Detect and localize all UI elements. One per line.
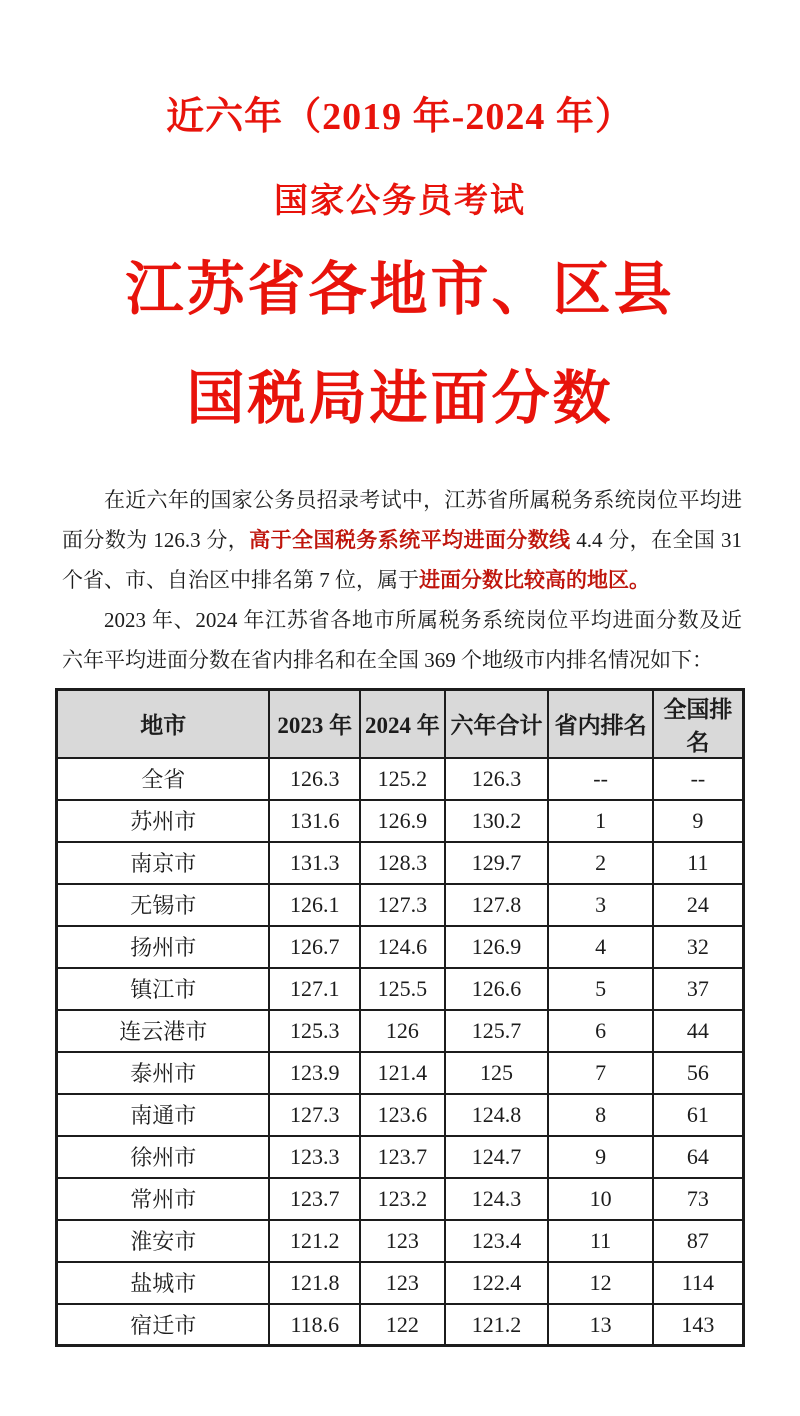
main-title-line-2: 国税局进面分数 xyxy=(186,366,614,432)
header-province-rank: 省内排名 xyxy=(548,689,652,758)
value-cell: 124.3 xyxy=(445,1178,549,1220)
city-cell: 南京市 xyxy=(57,842,270,884)
table-row xyxy=(57,884,744,926)
value-cell: 131.3 xyxy=(269,842,360,884)
city-cell: 苏州市 xyxy=(57,800,270,842)
paragraph-1-highlight-a: 高于全国税务系统平均进面分数线 xyxy=(249,527,571,552)
table-row xyxy=(57,1052,744,1094)
paragraph-1-text-a: 在近六年的国家公务员招录考试中，江苏省所属税务系统岗位平均进面分数为 126.3 分， xyxy=(62,487,742,552)
value-cell: 125.2 xyxy=(360,758,445,800)
city-cell: 宿迁市 xyxy=(57,1304,270,1346)
subtitle-years: 近六年（2019 年-2024 年） xyxy=(166,96,634,138)
value-cell: 122 xyxy=(360,1304,445,1346)
intro-paragraph-2: 2023 年、2024 年江苏省各地市所属税务系统岗位平均进面分数及近六年平均进面分数在省内排名和在全国 369 个地级市内排名情况如下： xyxy=(62,607,742,672)
value-cell: -- xyxy=(653,758,744,800)
table-row xyxy=(57,758,744,800)
value-cell: 124.7 xyxy=(445,1136,549,1178)
value-cell: 126 xyxy=(360,1010,445,1052)
value-cell: 123.7 xyxy=(269,1178,360,1220)
score-table xyxy=(55,688,745,1348)
subtitle-exam: 国家公务员考试 xyxy=(274,182,526,220)
value-cell: 4 xyxy=(548,926,652,968)
table-row xyxy=(57,968,744,1010)
value-cell: 126.3 xyxy=(445,758,549,800)
value-cell: 123 xyxy=(360,1220,445,1262)
value-cell: 123.2 xyxy=(360,1178,445,1220)
value-cell: 124.6 xyxy=(360,926,445,968)
table-header-row xyxy=(57,689,744,758)
table-row xyxy=(57,1094,744,1136)
value-cell: 126.9 xyxy=(360,800,445,842)
value-cell: 114 xyxy=(653,1262,744,1304)
value-cell: 6 xyxy=(548,1010,652,1052)
value-cell: 9 xyxy=(653,800,744,842)
value-cell: 124.8 xyxy=(445,1094,549,1136)
value-cell: 123.3 xyxy=(269,1136,360,1178)
value-cell: 128.3 xyxy=(360,842,445,884)
value-cell: 121.2 xyxy=(269,1220,360,1262)
value-cell: 125 xyxy=(445,1052,549,1094)
value-cell: 13 xyxy=(548,1304,652,1346)
value-cell: 3 xyxy=(548,884,652,926)
value-cell: 56 xyxy=(653,1052,744,1094)
city-cell: 全省 xyxy=(57,758,270,800)
value-cell: 126.6 xyxy=(445,968,549,1010)
value-cell: 130.2 xyxy=(445,800,549,842)
city-cell: 淮安市 xyxy=(57,1220,270,1262)
value-cell: 127.8 xyxy=(445,884,549,926)
header-2024: 2024 年 xyxy=(360,689,445,758)
city-cell: 泰州市 xyxy=(57,1052,270,1094)
value-cell: 118.6 xyxy=(269,1304,360,1346)
intro-section xyxy=(0,474,800,680)
header-national-rank: 全国排名 xyxy=(653,689,744,758)
value-cell: 32 xyxy=(653,926,744,968)
value-cell: 125.3 xyxy=(269,1010,360,1052)
intro-paragraph-1 xyxy=(62,480,742,600)
city-cell: 无锡市 xyxy=(57,884,270,926)
value-cell: 126.1 xyxy=(269,884,360,926)
value-cell: 10 xyxy=(548,1178,652,1220)
value-cell: 7 xyxy=(548,1052,652,1094)
city-cell: 扬州市 xyxy=(57,926,270,968)
value-cell: 123.6 xyxy=(360,1094,445,1136)
value-cell: 125.5 xyxy=(360,968,445,1010)
value-cell: 123.9 xyxy=(269,1052,360,1094)
value-cell: 61 xyxy=(653,1094,744,1136)
table-row xyxy=(57,1178,744,1220)
score-table-head xyxy=(57,689,744,758)
header-2023: 2023 年 xyxy=(269,689,360,758)
value-cell: 143 xyxy=(653,1304,744,1346)
table-row xyxy=(57,1136,744,1178)
document-header xyxy=(0,96,800,434)
city-cell: 徐州市 xyxy=(57,1136,270,1178)
value-cell: 122.4 xyxy=(445,1262,549,1304)
value-cell: 129.7 xyxy=(445,842,549,884)
value-cell: 87 xyxy=(653,1220,744,1262)
city-cell: 盐城市 xyxy=(57,1262,270,1304)
value-cell: 37 xyxy=(653,968,744,1010)
score-table-body xyxy=(57,758,744,1346)
value-cell: 126.9 xyxy=(445,926,549,968)
value-cell: 9 xyxy=(548,1136,652,1178)
table-row xyxy=(57,800,744,842)
value-cell: 123.4 xyxy=(445,1220,549,1262)
value-cell: 131.6 xyxy=(269,800,360,842)
table-row xyxy=(57,926,744,968)
value-cell: -- xyxy=(548,758,652,800)
value-cell: 121.8 xyxy=(269,1262,360,1304)
table-row xyxy=(57,1262,744,1304)
table-row xyxy=(57,842,744,884)
value-cell: 73 xyxy=(653,1178,744,1220)
city-cell: 镇江市 xyxy=(57,968,270,1010)
table-row xyxy=(57,1010,744,1052)
value-cell: 126.3 xyxy=(269,758,360,800)
score-table-wrapper xyxy=(0,680,800,1348)
value-cell: 2 xyxy=(548,842,652,884)
value-cell: 125.7 xyxy=(445,1010,549,1052)
main-title-line-1: 江苏省各地市、区县 xyxy=(125,256,675,322)
value-cell: 121.2 xyxy=(445,1304,549,1346)
value-cell: 8 xyxy=(548,1094,652,1136)
value-cell: 24 xyxy=(653,884,744,926)
header-six-year-total: 六年合计 xyxy=(445,689,549,758)
header-city: 地市 xyxy=(57,689,270,758)
value-cell: 5 xyxy=(548,968,652,1010)
value-cell: 126.7 xyxy=(269,926,360,968)
city-cell: 南通市 xyxy=(57,1094,270,1136)
paragraph-1-highlight-b: 进面分数比较高的地区。 xyxy=(419,567,650,592)
paragraph-1-text-b: 4.4 分，在全国 31 个省、市、自治区中排名第 7 位，属于 xyxy=(62,527,743,592)
value-cell: 127.3 xyxy=(269,1094,360,1136)
value-cell: 123.7 xyxy=(360,1136,445,1178)
value-cell: 12 xyxy=(548,1262,652,1304)
value-cell: 11 xyxy=(548,1220,652,1262)
value-cell: 127.1 xyxy=(269,968,360,1010)
value-cell: 44 xyxy=(653,1010,744,1052)
value-cell: 121.4 xyxy=(360,1052,445,1094)
value-cell: 1 xyxy=(548,800,652,842)
value-cell: 123 xyxy=(360,1262,445,1304)
table-row xyxy=(57,1304,744,1346)
value-cell: 11 xyxy=(653,842,744,884)
value-cell: 64 xyxy=(653,1136,744,1178)
table-row xyxy=(57,1220,744,1262)
city-cell: 连云港市 xyxy=(57,1010,270,1052)
city-cell: 常州市 xyxy=(57,1178,270,1220)
value-cell: 127.3 xyxy=(360,884,445,926)
